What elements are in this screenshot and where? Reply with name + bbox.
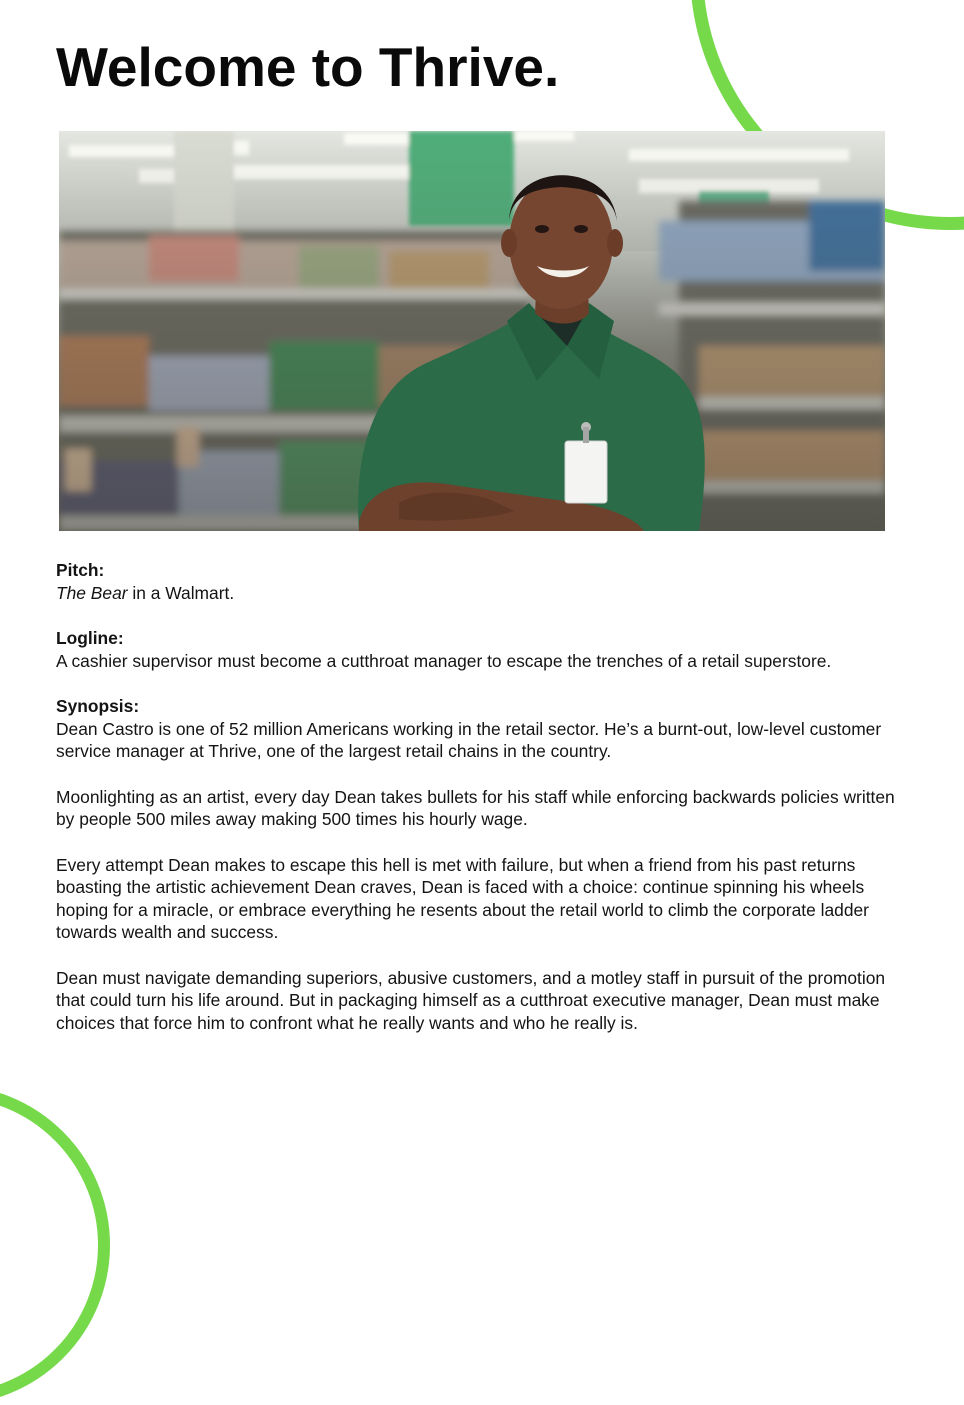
page-title: Welcome to Thrive.	[56, 36, 560, 98]
synopsis-paragraph: Every attempt Dean makes to escape this hell is met with failure, but when a friend from his past returns boasting the artistic achievement Dean craves, Dean is faced with a choice: continue spinning his wheels hoping for a miracle, or embrace everything he resents about the retail world to climb the corporate ladder towards wealth and success.	[56, 854, 869, 942]
pitch-rest: in a Walmart.	[127, 582, 235, 603]
logline-label: Logline:	[56, 628, 124, 648]
synopsis-paragraph: Dean must navigate demanding superiors, abusive customers, and a motley staff in pursuit of the promotion that could turn his life around. But in packaging himself as a cutthroat executive manager, Dean must make choices that force him to confront what he really wants and who he really is.	[56, 967, 886, 1033]
pitch-label: Pitch:	[56, 560, 105, 580]
logline-text: A cashier supervisor must become a cutthroat manager to escape the trenches of a retail superstore.	[56, 650, 832, 671]
decorative-green-arc-bottom	[0, 1085, 110, 1405]
pitch-section	[56, 559, 916, 604]
logline-section	[56, 627, 916, 672]
hero-photo	[59, 131, 885, 531]
synopsis-paragraph: Dean Castro is one of 52 million Americans working in the retail sector. He’s a burnt-out, low-level customer service manager at Thrive, one of the largest retail chains in the country.	[56, 718, 882, 761]
document-body	[56, 559, 916, 1057]
synopsis-paragraph: Moonlighting as an artist, every day Dean takes bullets for his staff while enforcing backwards policies written by people 500 miles away making 500 times his hourly wage.	[56, 786, 895, 829]
photo-store-employee-icon	[59, 131, 885, 531]
synopsis-label: Synopsis:	[56, 696, 140, 716]
pitch-text	[56, 583, 234, 603]
pitch-title-italic: The Bear	[56, 582, 128, 603]
synopsis-section	[56, 695, 916, 1034]
